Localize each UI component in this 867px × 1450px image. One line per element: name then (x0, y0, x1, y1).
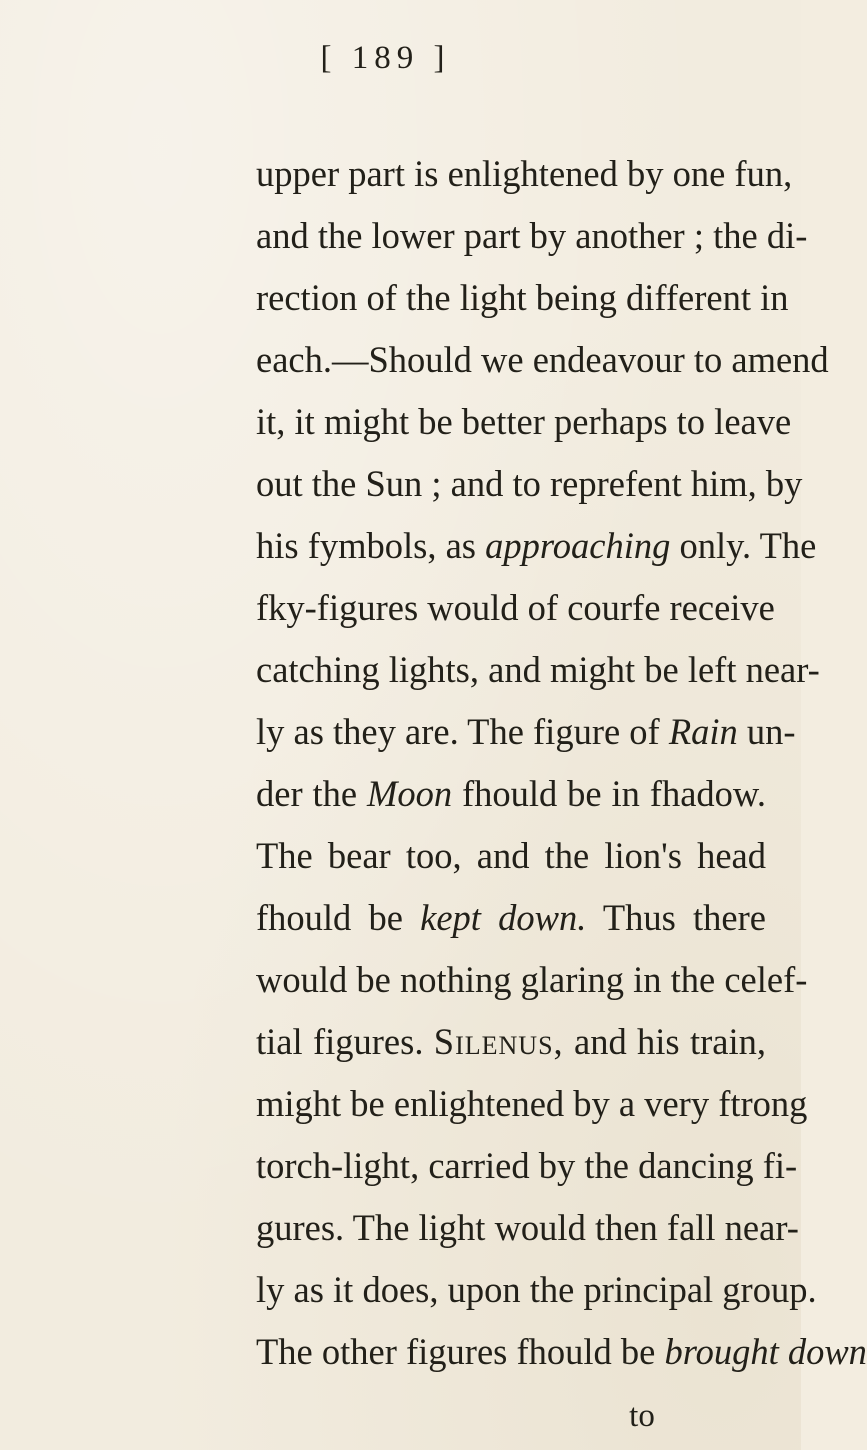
text-line: ly as it does, upon the principal group. (256, 1269, 817, 1310)
page-number: [ 189 ] (320, 40, 451, 76)
text-line: tial figures. Silenus, and his train, (256, 1021, 766, 1062)
italic-phrase: Rain (668, 711, 738, 752)
small-caps-name: Silenus, (433, 1021, 564, 1062)
text-line: and the lower part by another ; the di- (256, 215, 808, 256)
text-line: fhould be kept down. Thus there (256, 897, 766, 938)
italic-phrase: Moon (366, 773, 453, 814)
text-line: The bear too, and the lion's head (256, 835, 766, 876)
text-line: der the Moon fhould be in fhadow. (256, 773, 767, 814)
text-line: fky-figures would of courfe receive (256, 587, 775, 628)
italic-phrase: brought down (664, 1331, 867, 1372)
text-line: out the Sun ; and to reprefent him, by (256, 463, 803, 504)
text-line: might be enlightened by a very ftrong (256, 1083, 808, 1124)
text-line: catching lights, and might be left near- (256, 649, 820, 690)
text-line: The other figures fhould be brought down (256, 1331, 867, 1372)
text-line: his fymbols, as approaching only. The (256, 525, 817, 566)
text-line: upper part is enlightened by one fun, (256, 153, 793, 194)
text-line: each.—Should we endeavour to amend (256, 339, 829, 380)
text-line: torch-light, carried by the dancing fi- (256, 1145, 798, 1186)
italic-phrase: kept down. (420, 897, 587, 938)
text-line: gures. The light would then fall near- (256, 1207, 799, 1248)
text-line: would be nothing glaring in the celef- (256, 959, 808, 1000)
text-line: rection of the light being different in (256, 277, 789, 318)
text-line: it, it might be better perhaps to leave (256, 401, 792, 442)
text-line: ly as they are. The figure of Rain un- (256, 711, 796, 752)
catchword: to (629, 1398, 655, 1434)
italic-phrase: approaching (485, 525, 671, 566)
